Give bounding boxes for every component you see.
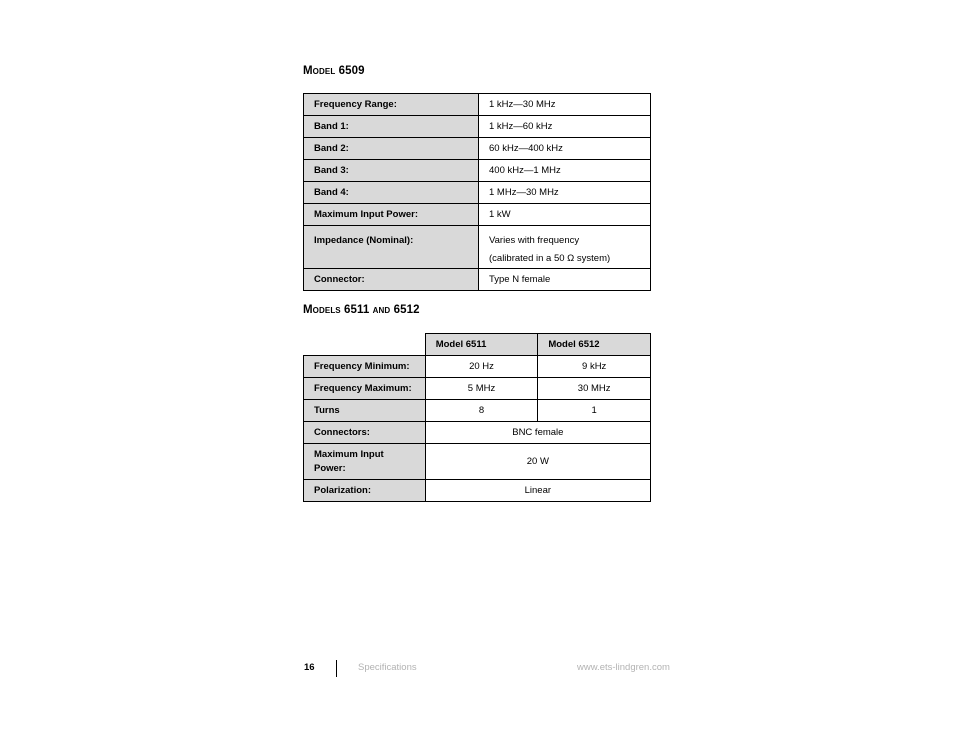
spec-label: Band 3:	[304, 160, 479, 182]
spec-label: Impedance (Nominal):	[304, 226, 479, 269]
spec-label-line: Power:	[314, 462, 346, 474]
spec-label: Polarization:	[304, 480, 426, 502]
spec-value: Linear	[425, 480, 650, 502]
spec-value: 1 kW	[479, 204, 651, 226]
table-row	[304, 226, 651, 269]
spec-value: 9 kHz	[538, 356, 651, 378]
spec-value	[479, 226, 651, 269]
spec-label: Frequency Range:	[304, 94, 479, 116]
spec-value: 20 W	[425, 444, 650, 480]
spec-value: 30 MHz	[538, 378, 651, 400]
table-row	[304, 356, 651, 378]
spec-label	[304, 444, 426, 480]
column-header: Model 6512	[538, 334, 651, 356]
table-row	[304, 422, 651, 444]
table-row	[304, 204, 651, 226]
spec-label: Band 2:	[304, 138, 479, 160]
spec-value: 60 kHz—400 kHz	[479, 138, 651, 160]
page-number: 16	[304, 662, 315, 673]
table-row	[304, 378, 651, 400]
spec-label: Connectors:	[304, 422, 426, 444]
spec-label: Maximum Input Power:	[304, 204, 479, 226]
column-header: Model 6511	[425, 334, 538, 356]
spec-value: 1 MHz—30 MHz	[479, 182, 651, 204]
spec-value: 400 kHz—1 MHz	[479, 160, 651, 182]
table-row	[304, 269, 651, 291]
spec-label-line: Maximum Input	[314, 448, 384, 460]
table-header-row	[304, 334, 651, 356]
spec-value: 8	[425, 400, 538, 422]
footer-section-name: Specifications	[358, 662, 417, 673]
spec-label: Connector:	[304, 269, 479, 291]
spec-label: Band 1:	[304, 116, 479, 138]
spec-value-line: (calibrated in a 50 Ω system)	[489, 253, 611, 264]
table-row	[304, 138, 651, 160]
footer-website: www.ets-lindgren.com	[577, 662, 670, 673]
spec-label: Band 4:	[304, 182, 479, 204]
spec-value: Type N female	[479, 269, 651, 291]
table-row	[304, 182, 651, 204]
spec-value: 20 Hz	[425, 356, 538, 378]
table-row	[304, 400, 651, 422]
table-row	[304, 116, 651, 138]
model-6509-spec-table	[303, 93, 651, 291]
table-row	[304, 444, 651, 480]
spec-label: Frequency Minimum:	[304, 356, 426, 378]
section-heading-models-6511-6512: Models 6511 and 6512	[303, 304, 420, 316]
spec-value: 1 kHz—30 MHz	[479, 94, 651, 116]
empty-header-cell	[304, 334, 426, 356]
footer-divider	[336, 660, 337, 677]
spec-value: 1 kHz—60 kHz	[479, 116, 651, 138]
spec-label: Turns	[304, 400, 426, 422]
section-heading-model-6509: Model 6509	[303, 65, 365, 77]
table-row	[304, 160, 651, 182]
spec-value: 1	[538, 400, 651, 422]
spec-label: Frequency Maximum:	[304, 378, 426, 400]
spec-value: 5 MHz	[425, 378, 538, 400]
spec-value-line: Varies with frequency	[489, 235, 580, 246]
table-row	[304, 94, 651, 116]
spec-value: BNC female	[425, 422, 650, 444]
table-row	[304, 480, 651, 502]
models-6511-6512-spec-table	[303, 333, 651, 502]
